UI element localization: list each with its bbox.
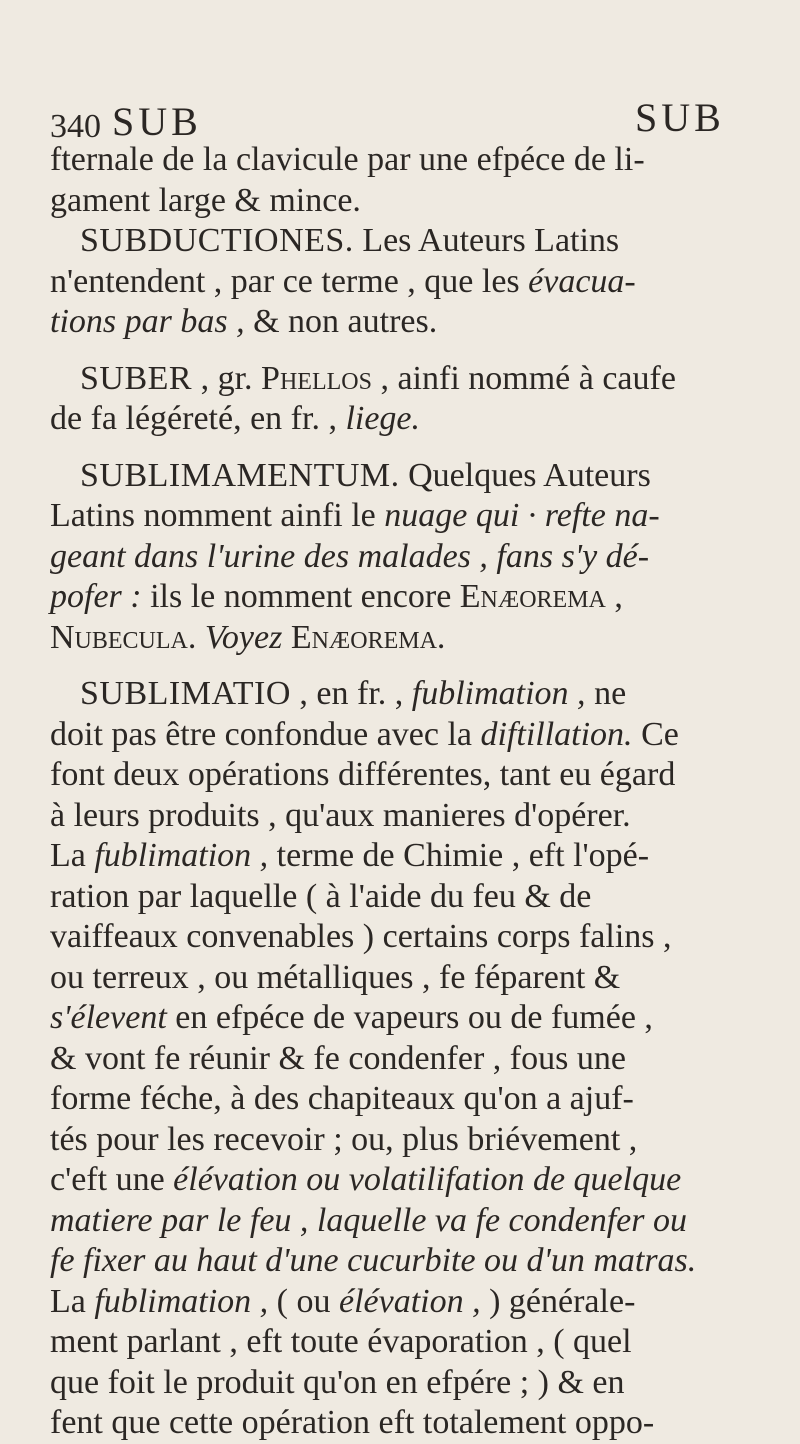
text-line: ou terreux , ou métalliques , fe féparent & xyxy=(50,958,621,996)
text-line: pofer : ils le nomment encore Enæorema , xyxy=(50,578,623,615)
text-line: SUBLIMATIO , en fr. , fublimation , ne xyxy=(80,675,627,712)
dictionary-entry xyxy=(50,221,794,343)
text-line: tions par bas , & non autres. xyxy=(50,303,438,340)
text-line: & vont fe réunir & fe condenfer , fous une xyxy=(50,1039,626,1077)
running-head-left: SUB xyxy=(112,99,202,144)
body-text xyxy=(50,140,794,1444)
text-line: de fa légéreté, en fr. , liege. xyxy=(50,400,421,437)
text-line: fe fixer au haut d'une cucurbite ou d'un matras. xyxy=(50,1242,697,1279)
text-line: geant dans l'urine des malades , fans s'y dé- xyxy=(50,537,650,575)
text-line: La fublimation , ( ou élévation , ) générale- xyxy=(50,1282,636,1320)
text-line: font deux opérations différentes, tant eu égard xyxy=(50,756,676,793)
text-line: n'entendent , par ce terme , que les évacua- xyxy=(50,262,636,300)
page-number: 340 xyxy=(50,108,101,145)
page-header xyxy=(50,90,770,145)
text-line: La fublimation , terme de Chimie , eft l'opé- xyxy=(50,837,650,874)
text-line: doit pas être confondue avec la diftillation. Ce xyxy=(50,715,679,753)
dictionary-entry xyxy=(50,674,794,1444)
text-line: vaiffeaux convenables ) certains corps falins , xyxy=(50,918,672,955)
text-line: ration par laquelle ( à l'aide du feu & de xyxy=(50,877,592,915)
running-head-right: SUB xyxy=(635,95,725,140)
text-line: fent que cette opération eft totalement oppo- xyxy=(50,1404,655,1441)
text-line: tés pour les recevoir ; ou, plus briévement , xyxy=(50,1120,638,1158)
text-line: à leurs produits , qu'aux manieres d'opérer. xyxy=(50,796,631,834)
text-line: fternale de la clavicule par une efpéce de li- xyxy=(50,141,645,178)
continuation-paragraph xyxy=(50,140,794,221)
text-line: Latins nomment ainfi le nuage qui · refte na- xyxy=(50,497,660,534)
text-line: Nubecula. Voyez Enæorema. xyxy=(50,618,446,656)
text-line: que foit le produit qu'on en efpére ; ) & en xyxy=(50,1363,625,1401)
text-line: c'eft une élévation ou volatilifation de quelque xyxy=(50,1161,682,1198)
text-line: SUBER , gr. Phellos , ainfi nommé à caufe xyxy=(80,359,676,397)
dictionary-entry xyxy=(50,456,794,659)
text-line: SUBLIMAMENTUM. Quelques Auteurs xyxy=(80,456,651,494)
text-line: forme féche, à des chapiteaux qu'on a ajuf- xyxy=(50,1080,634,1117)
text-line: SUBDUCTIONES. Les Auteurs Latins xyxy=(80,222,620,259)
text-line: gament large & mince. xyxy=(50,181,361,219)
text-line: s'élevent en efpéce de vapeurs ou de fumée , xyxy=(50,999,653,1036)
text-line: ment parlant , eft toute évaporation , ( quel xyxy=(50,1323,632,1360)
text-line: matiere par le feu , laquelle va fe condenfer ou xyxy=(50,1201,688,1239)
dictionary-entry xyxy=(50,359,794,440)
